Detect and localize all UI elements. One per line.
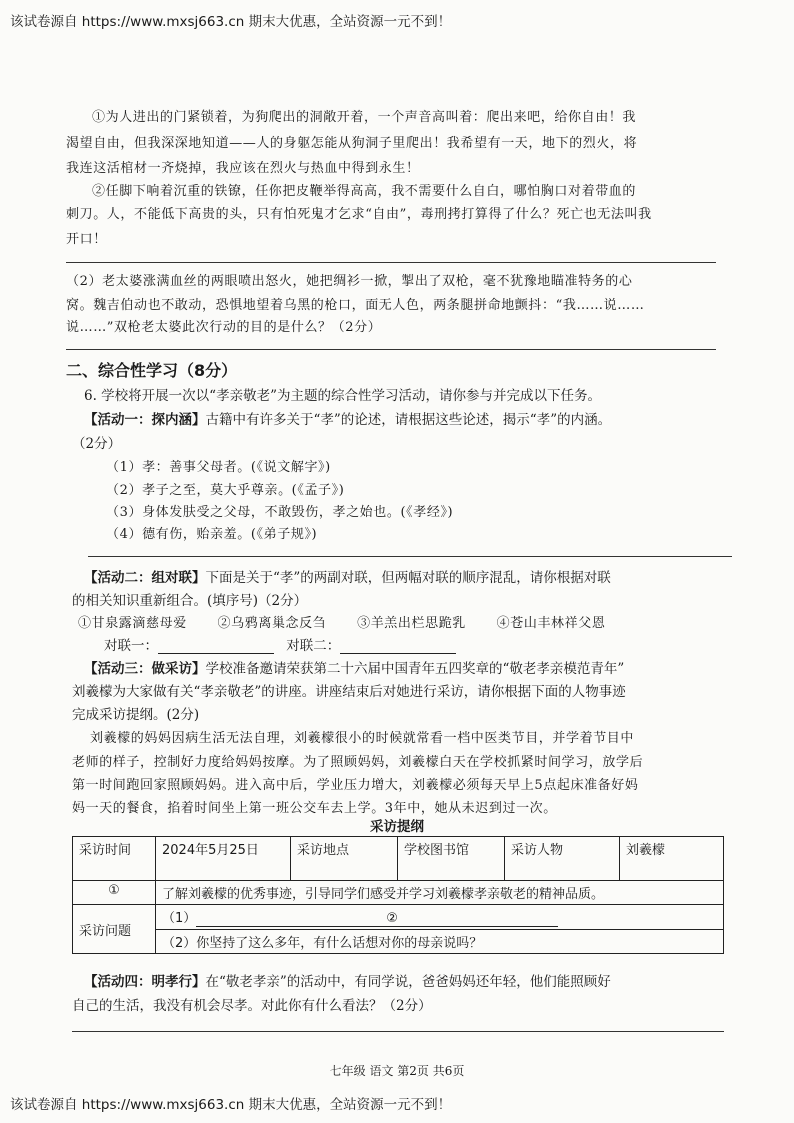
activity-2-label: 【活动二：组对联】: [84, 570, 206, 586]
question-2-line: 窝。魏吉伯动也不敢动，恐惧地望着乌黑的枪口，面无人色，两条腿拼命地颤抖：“我……说……: [66, 298, 645, 313]
activity-4-text: 在“敬老孝亲”的活动中，有同学说，爸爸妈妈还年轻，他们能照顾好: [205, 974, 611, 990]
activity-4-label: 【活动四：明孝行】: [84, 974, 206, 990]
activity-3-label: 【活动三：做采访】: [84, 661, 206, 677]
story-line: 刘羲檬的妈妈因病生活无法自理，刘羲檬很小的时候就常看一档中医类节目，并学着节目中: [90, 731, 635, 746]
activity-3-text: 学校准备邀请荣获第二十六届中国青年五四奖章的“敬老孝亲模范青年”: [205, 661, 625, 677]
page-footer: 七年级 语文 第2页 共6页: [329, 1064, 465, 1078]
poem-line: ②任脚下响着沉重的铁镣，任你把皮鞭举得高高，我不需要什么自白，哪怕胸口对着带血的: [92, 184, 637, 199]
quote-item: （4）德有伤，贻亲羞。(《弟子规》): [106, 527, 318, 542]
section-title: 二、综合性学习（8分）: [66, 361, 238, 380]
place-label: 采访地点: [291, 837, 398, 881]
couplet-2-label: 对联二：: [286, 638, 341, 654]
activity-1-label: 【活动一：探内涵】: [84, 412, 206, 428]
question-1-number: （1）: [162, 911, 197, 926]
couplet-option: ①甘泉露滴慈母爱: [78, 616, 187, 631]
answer-line: [66, 262, 716, 263]
question-1-mark: ②: [386, 911, 398, 926]
time-value: 2024年5月25日: [156, 837, 291, 881]
questions-label: 采访问题: [73, 905, 156, 954]
question-2-line: 说……”双枪老太婆此次行动的目的是什么？（2分）: [66, 320, 382, 335]
story-line: 老师的样子，控制好力度给妈妈按摩。为了照顾妈妈，刘羲檬白天在学校抓紧时间学习，放学后: [72, 755, 644, 770]
activity-1-heading: [84, 408, 611, 428]
question-1-cell: [156, 905, 724, 930]
quote-item: （2）孝子之至，莫大乎尊亲。(《孟子》): [106, 483, 345, 498]
couplet-1-label: 对联一：: [104, 638, 158, 654]
poem-line: 刺刀。人，不能低下高贵的头，只有怕死鬼才乞求“自由”，毒刑拷打算得了什么？死亡也无法叫我: [66, 207, 652, 222]
activity-1-text: 古籍中有许多关于“孝”的论述，请根据这些论述，揭示“孝”的内涵。: [205, 412, 612, 428]
story-line: 妈一天的餐食，掐着时间坐上第一班公交车去上学。3年中，她从未迟到过一次。: [72, 801, 557, 816]
question-1-blank[interactable]: [196, 912, 386, 927]
couplet-answer-row: [104, 634, 456, 654]
couplet-options: [78, 612, 605, 631]
source-banner-bottom: 该试卷源自 https://www.mxsj663.cn 期末大优惠，全站资源一元不到！: [10, 1097, 452, 1113]
couplet-option: ④苍山丰林祥父恩: [496, 616, 606, 631]
activity-4-text-cont: 自己的生活，我没有机会尽孝。对此你有什么看法？（2分）: [72, 998, 432, 1014]
story-line: 第一时间跑回家照顾妈妈。进入高中后，学业压力增大，刘羲檬必须每天早上5点起床准备好妈: [72, 778, 639, 793]
question-1-blank-2[interactable]: [398, 912, 558, 927]
activity-3-heading: [84, 657, 624, 677]
poem-line: ①为人进出的门紧锁着，为狗爬出的洞敞开着，一个声音高叫着：爬出来吧，给你自由！我: [92, 110, 637, 125]
couplet-option: ③羊羔出栏思跪乳: [357, 616, 466, 631]
place-value: 学校图书馆: [398, 837, 505, 881]
activity-1-score: （2分）: [72, 436, 122, 452]
poem-line: 渴望自由，但我深深地知道——人的身躯怎能从狗洞子里爬出！我希望有一天，地下的烈火，将: [66, 136, 638, 151]
activity-2-heading: [84, 566, 611, 586]
couplet-option: ②乌鸦离巢念反刍: [217, 616, 327, 631]
table-row: [73, 905, 724, 930]
interview-outline-table: [72, 836, 724, 954]
table-row: [73, 930, 724, 954]
quote-item: （1）孝：善事父母者。(《说文解字》): [106, 460, 331, 475]
activity-3-text-cont: 刘羲檬为大家做有关“孝亲敬老”的讲座。讲座结束后对她进行采访，请你根据下面的人物事迹: [72, 684, 626, 700]
purpose-label: ①: [73, 881, 156, 905]
poem-line: 开口！: [66, 232, 107, 247]
answer-line: [88, 556, 732, 557]
time-label: 采访时间: [73, 837, 156, 881]
activity-2-text: 下面是关于“孝”的两副对联，但两幅对联的顺序混乱，请你根据对联: [205, 570, 611, 586]
person-label: 采访人物: [505, 837, 620, 881]
source-banner-top: 该试卷源自 https://www.mxsj663.cn 期末大优惠，全站资源一元不到！: [10, 14, 452, 30]
quote-item: （3）身体发肤受之父母，不敢毁伤，孝之始也。(《孝经》): [106, 505, 454, 520]
activity-3-text-cont: 完成采访提纲。(2分): [72, 707, 200, 723]
question-2-cell: （2）你坚持了这么多年，有什么话想对你的母亲说吗？: [156, 930, 724, 954]
question-2-line: （2）老太婆涨满血丝的两眼喷出怒火，她把绸衫一掀，掣出了双枪，毫不犹豫地瞄准特务的心: [66, 274, 633, 289]
couplet-2-blank[interactable]: [340, 639, 456, 654]
interview-outline-title: 采访提纲: [370, 819, 424, 835]
couplet-1-blank[interactable]: [158, 639, 274, 654]
person-value: 刘羲檬: [620, 837, 724, 881]
table-row: [73, 837, 724, 881]
question-6-intro: 6. 学校将开展一次以“孝亲敬老”为主题的综合性学习活动，请你参与并完成以下任务。: [84, 388, 601, 404]
table-row: [73, 881, 724, 905]
activity-4-heading: [84, 970, 611, 990]
answer-line: [72, 1031, 724, 1032]
purpose-value: 了解刘羲檬的优秀事迹，引导同学们感受并学习刘羲檬孝亲敬老的精神品质。: [156, 881, 724, 905]
poem-line: 我连这活棺材一齐烧掉，我应该在烈火与热血中得到永生！: [66, 161, 420, 176]
answer-line: [66, 349, 716, 350]
activity-2-text-cont: 的相关知识重新组合。(填序号)（2分）: [72, 593, 308, 609]
